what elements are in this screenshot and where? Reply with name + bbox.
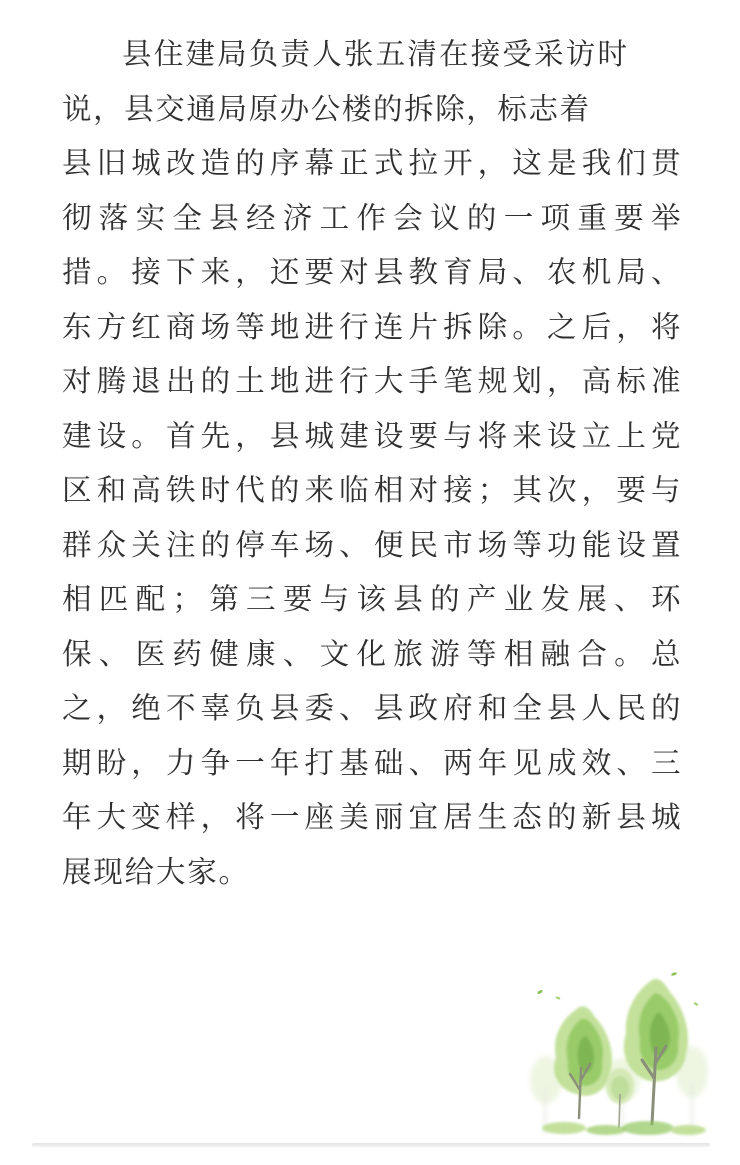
watercolor-trees-icon [524,968,710,1144]
paragraph-line: 之，绝不辜负县委、县政府和全县人民的 [62,691,682,725]
paragraph-line: 群众关注的停车场、便民市场等功能设置 [62,527,682,562]
bottom-divider [32,1143,710,1147]
paragraph-line: 说，县交通局原办公楼的拆除，标志着 [62,91,591,126]
paragraph-line: 年大变样，将一座美丽宜居生态的新县城 [62,800,682,834]
paragraph-line: 建设。首先，县城建设要与将来设立上党 [62,418,682,453]
paragraph-line: 期盼，力争一年打基础、两年见成效、三 [62,745,682,780]
article-body [62,27,682,899]
paragraph-line: 区和高铁时代的来临相对接；其次，要与 [62,473,682,507]
paragraph-line: 措。接下来，还要对县教育局、农机局、 [62,255,682,289]
paragraph-line: 相匹配；第三要与该县的产业发展、环 [62,582,682,616]
paragraph-line: 东方红商场等地进行连片拆除。之后，将 [62,309,682,344]
paragraph-line: 对腾退出的土地进行大手笔规划，高标准 [62,364,682,398]
paragraph-line: 展现给大家。 [62,854,250,889]
paragraph-line: 保、医药健康、文化旅游等相融合。总 [62,636,682,671]
paragraph-line: 县旧城改造的序幕正式拉开，这是我们贯 [62,146,682,180]
paragraph-line: 县住建局负责人张五清在接受采访时 [122,37,630,71]
paragraph-line: 彻落实全县经济工作会议的一项重要举 [62,200,682,235]
